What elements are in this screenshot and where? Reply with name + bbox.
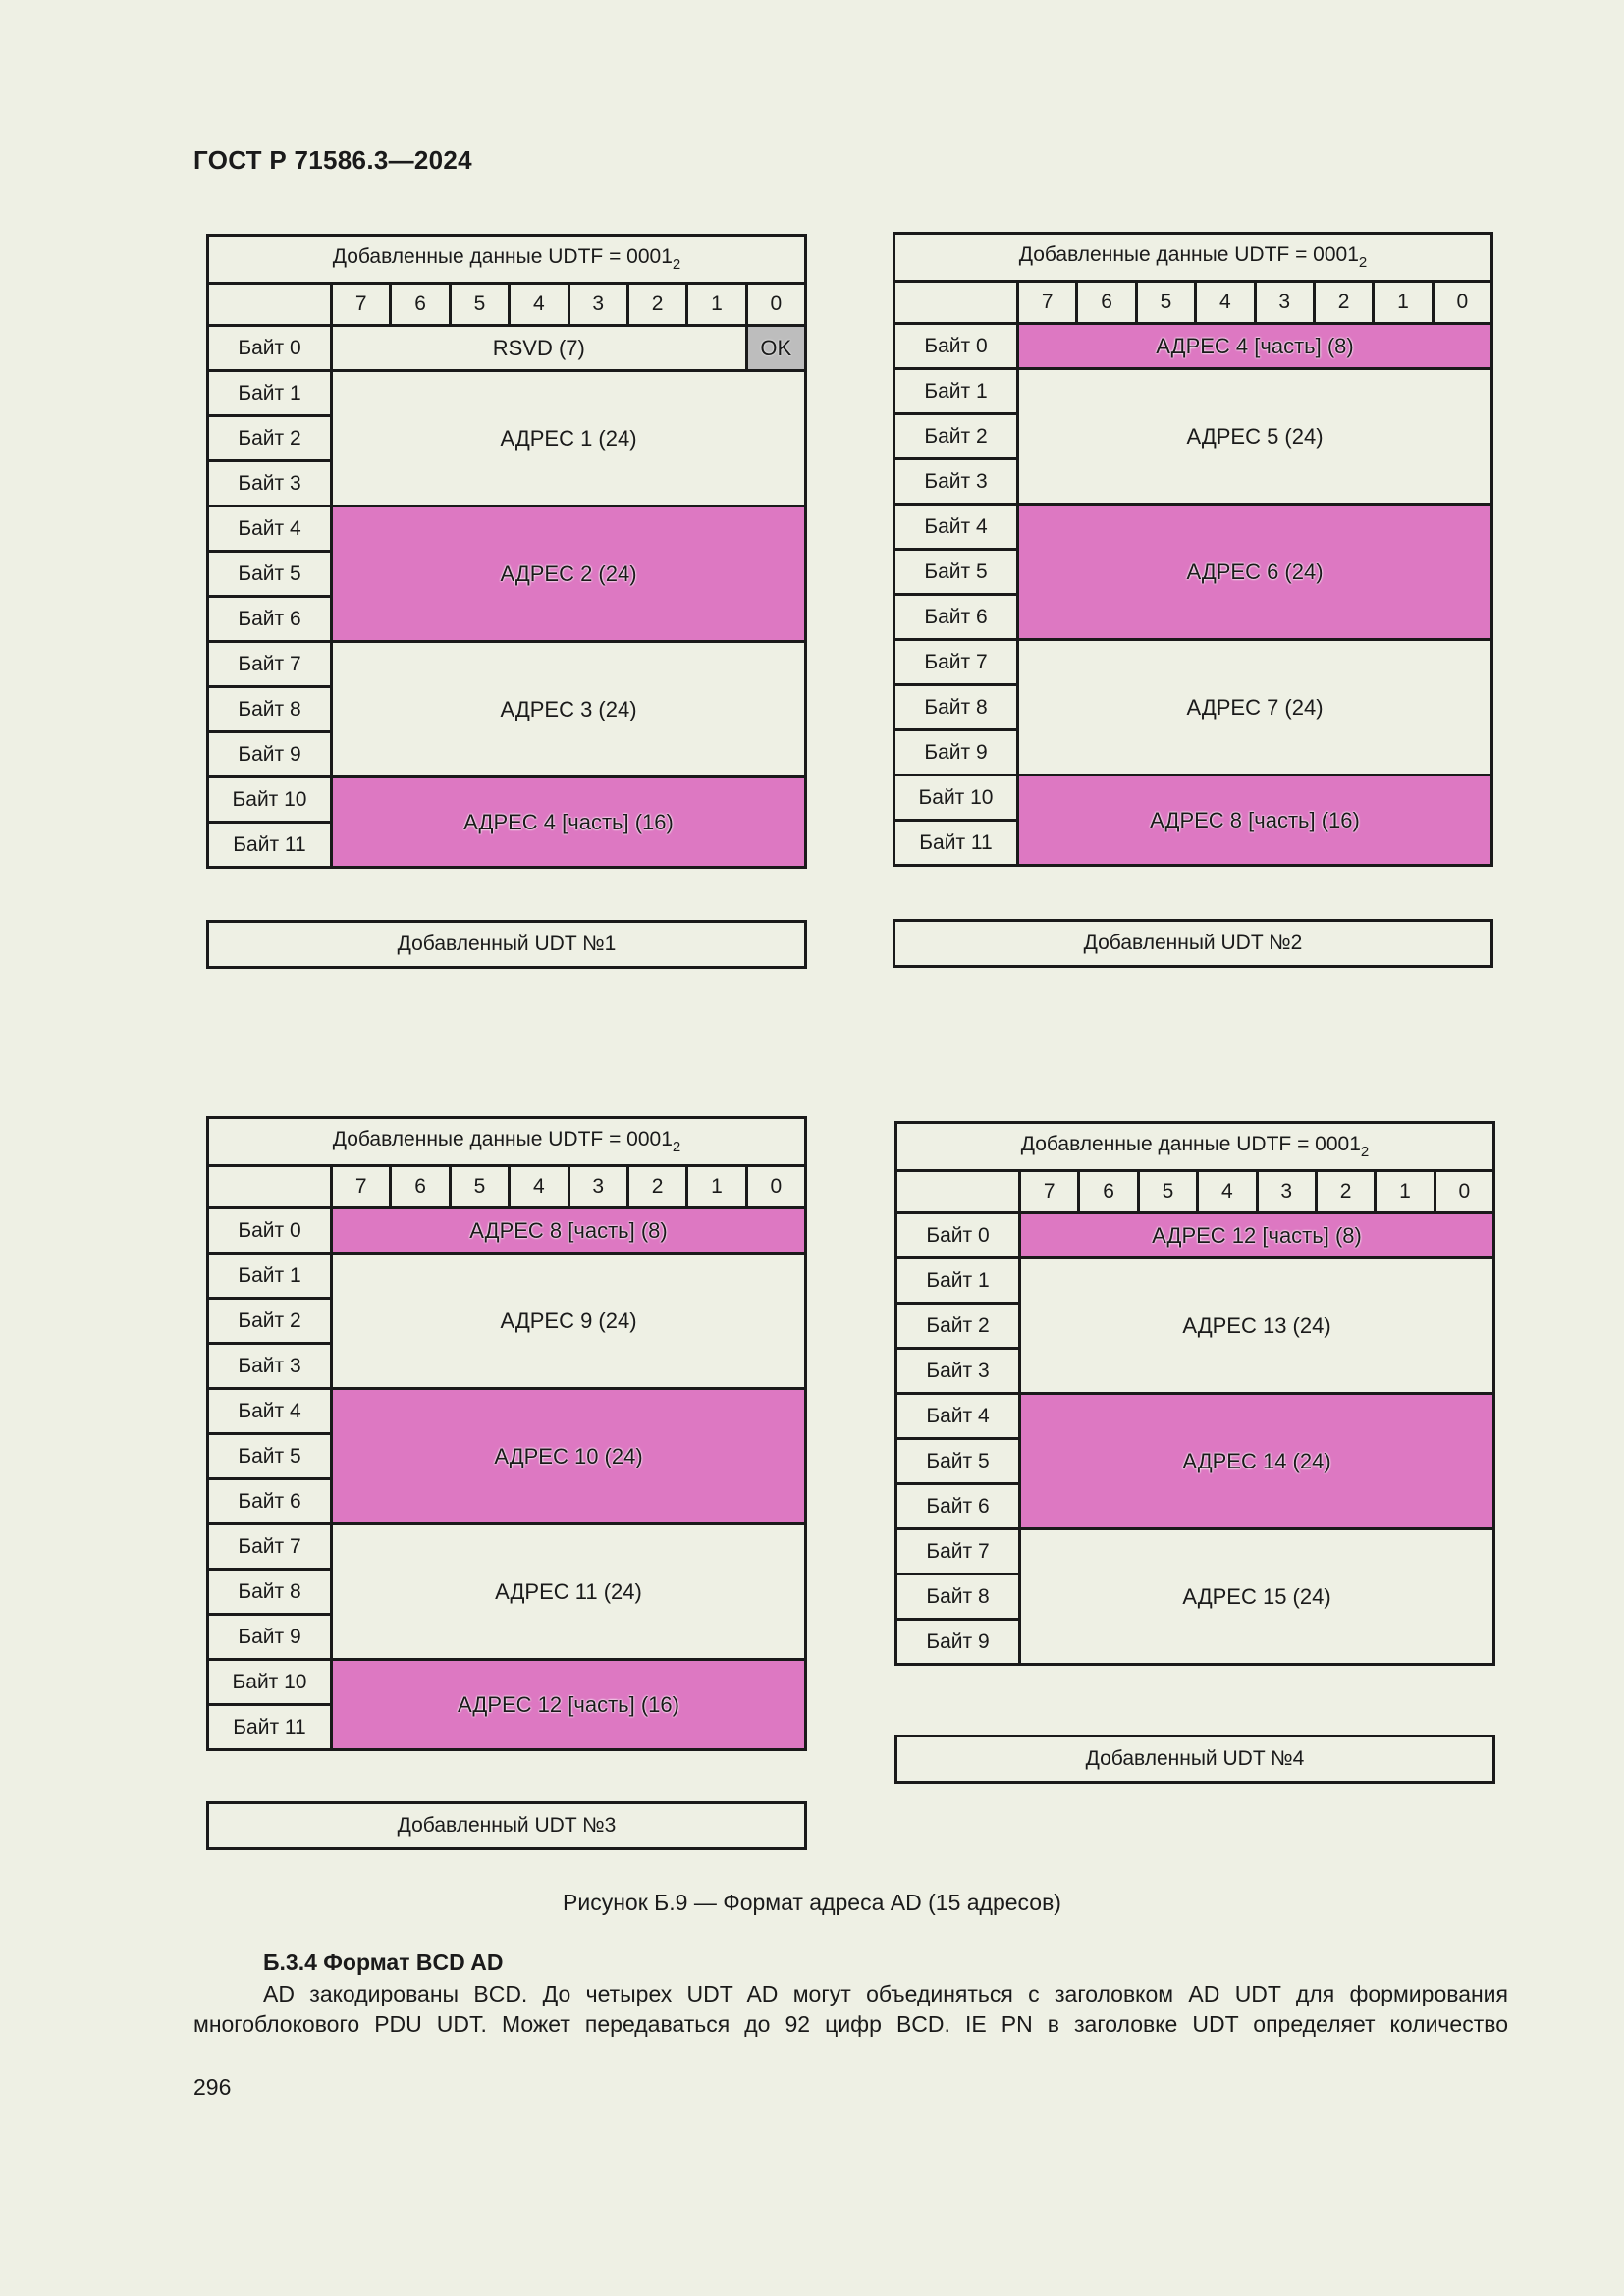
byte-label: Байт 9 <box>896 1620 1020 1665</box>
udt-diagram-3 <box>206 1116 807 1751</box>
field-address: АДРЕС 12 [часть] (8) <box>1020 1213 1494 1258</box>
field-address: АДРЕС 6 (24) <box>1018 505 1492 640</box>
corner-cell <box>896 1171 1020 1213</box>
bit-header: 3 <box>568 1166 627 1208</box>
field-address: АДРЕС 8 [часть] (8) <box>332 1208 806 1254</box>
byte-label: Байт 5 <box>894 550 1018 595</box>
byte-label: Байт 11 <box>208 823 332 868</box>
byte-label: Байт 10 <box>208 777 332 823</box>
field-address: АДРЕС 4 [часть] (8) <box>1018 324 1492 369</box>
byte-label: Байт 10 <box>894 775 1018 821</box>
byte-label: Байт 0 <box>208 1208 332 1254</box>
bit-header: 3 <box>1255 282 1314 324</box>
byte-label: Байт 4 <box>894 505 1018 550</box>
corner-cell <box>208 1166 332 1208</box>
byte-label: Байт 8 <box>208 687 332 732</box>
page-number: 296 <box>193 2074 232 2100</box>
field-address: АДРЕС 1 (24) <box>332 371 806 507</box>
byte-label: Байт 8 <box>896 1575 1020 1620</box>
byte-label: Байт 3 <box>894 459 1018 505</box>
byte-label: Байт 5 <box>208 552 332 597</box>
bit-header: 2 <box>1314 282 1373 324</box>
corner-cell <box>208 284 332 326</box>
field-address: АДРЕС 10 (24) <box>332 1389 806 1524</box>
bit-header: 7 <box>1018 282 1077 324</box>
figure-caption: Рисунок Б.9 — Формат адреса AD (15 адресов) <box>563 1890 1061 1915</box>
byte-label: Байт 7 <box>208 642 332 687</box>
field-address: АДРЕС 12 [часть] (16) <box>332 1660 806 1750</box>
byte-label: Байт 5 <box>208 1434 332 1479</box>
byte-label: Байт 1 <box>896 1258 1020 1304</box>
bit-header: 6 <box>391 1166 450 1208</box>
byte-label: Байт 4 <box>208 507 332 552</box>
bit-header: 1 <box>1376 1171 1435 1213</box>
udt-caption: Добавленный UDT №3 <box>206 1801 807 1850</box>
byte-label: Байт 1 <box>894 369 1018 414</box>
field-address: АДРЕС 5 (24) <box>1018 369 1492 505</box>
bit-header: 7 <box>332 1166 391 1208</box>
udt-caption: Добавленный UDT №1 <box>206 920 807 969</box>
byte-label: Байт 4 <box>896 1394 1020 1439</box>
byte-label: Байт 11 <box>894 821 1018 866</box>
byte-label: Байт 2 <box>896 1304 1020 1349</box>
bit-header: 6 <box>1077 282 1136 324</box>
bit-header: 5 <box>450 1166 509 1208</box>
paragraph-line: AD закодированы BCD. До четырех UDT AD могут объединяться с заголовком AD UDT для формирования <box>263 1981 1508 2006</box>
bit-header: 3 <box>568 284 627 326</box>
byte-label: Байт 0 <box>208 326 332 371</box>
byte-label: Байт 3 <box>208 1344 332 1389</box>
byte-label: Байт 8 <box>894 685 1018 730</box>
field-ok: OK <box>746 326 805 371</box>
udt-caption: Добавленный UDT №2 <box>893 919 1493 968</box>
bit-header: 7 <box>332 284 391 326</box>
byte-layout-table <box>894 1121 1495 1666</box>
byte-label: Байт 2 <box>208 416 332 461</box>
byte-label: Байт 6 <box>894 595 1018 640</box>
byte-layout-table <box>893 232 1493 867</box>
byte-layout-table <box>206 1116 807 1751</box>
byte-label: Байт 0 <box>894 324 1018 369</box>
byte-label: Байт 7 <box>208 1524 332 1570</box>
paragraph-line: многоблокового PDU UDT. Может передаваться до 92 цифр BCD. IE PN в заголовке UDT определяет количество <box>193 2011 1508 2037</box>
bit-header: 5 <box>450 284 509 326</box>
table-title: Добавленные данные UDTF = $0001_2$ <box>894 234 1492 282</box>
byte-label: Байт 7 <box>894 640 1018 685</box>
byte-layout-table <box>206 234 807 869</box>
byte-label: Байт 6 <box>896 1484 1020 1529</box>
field-address: АДРЕС 2 (24) <box>332 507 806 642</box>
byte-label: Байт 8 <box>208 1570 332 1615</box>
field-address: АДРЕС 8 [часть] (16) <box>1018 775 1492 866</box>
byte-label: Байт 11 <box>208 1705 332 1750</box>
byte-label: Байт 10 <box>208 1660 332 1705</box>
byte-label: Байт 0 <box>896 1213 1020 1258</box>
udt-diagram-2 <box>893 232 1493 867</box>
field-address: АДРЕС 13 (24) <box>1020 1258 1494 1394</box>
byte-label: Байт 9 <box>208 1615 332 1660</box>
bit-header: 1 <box>1374 282 1433 324</box>
bit-header: 3 <box>1257 1171 1316 1213</box>
document-header: ГОСТ Р 71586.3—2024 <box>193 145 472 175</box>
table-title: Добавленные данные UDTF = $0001_2$ <box>208 1118 806 1166</box>
bit-header: 4 <box>1196 282 1255 324</box>
byte-label: Байт 2 <box>894 414 1018 459</box>
corner-cell <box>894 282 1018 324</box>
byte-label: Байт 7 <box>896 1529 1020 1575</box>
bit-header: 0 <box>746 1166 805 1208</box>
field-address: АДРЕС 15 (24) <box>1020 1529 1494 1665</box>
byte-label: Байт 1 <box>208 1254 332 1299</box>
byte-label: Байт 1 <box>208 371 332 416</box>
byte-label: Байт 9 <box>208 732 332 777</box>
table-title: Добавленные данные UDTF = $0001_2$ <box>896 1123 1494 1171</box>
bit-header: 0 <box>1433 282 1491 324</box>
byte-label: Байт 2 <box>208 1299 332 1344</box>
bit-header: 2 <box>627 284 686 326</box>
bit-header: 0 <box>746 284 805 326</box>
byte-label: Байт 5 <box>896 1439 1020 1484</box>
bit-header: 6 <box>391 284 450 326</box>
table-title: Добавленные данные UDTF = $0001_2$ <box>208 236 806 284</box>
udt-diagram-4 <box>894 1121 1495 1666</box>
bit-header: 1 <box>687 284 746 326</box>
byte-label: Байт 6 <box>208 1479 332 1524</box>
bit-header: 4 <box>510 1166 568 1208</box>
bit-header: 4 <box>1198 1171 1257 1213</box>
field-address: АДРЕС 7 (24) <box>1018 640 1492 775</box>
bit-header: 6 <box>1079 1171 1138 1213</box>
byte-label: Байт 6 <box>208 597 332 642</box>
bit-header: 5 <box>1136 282 1195 324</box>
byte-label: Байт 9 <box>894 730 1018 775</box>
section-heading: Б.3.4 Формат BCD AD <box>263 1949 504 1975</box>
field-address: АДРЕС 9 (24) <box>332 1254 806 1389</box>
bit-header: 2 <box>1316 1171 1375 1213</box>
bit-header: 0 <box>1435 1171 1493 1213</box>
udt-diagram-1 <box>206 234 807 869</box>
field-rsvd: RSVD (7) <box>332 326 747 371</box>
field-address: АДРЕС 4 [часть] (16) <box>332 777 806 868</box>
bit-header: 2 <box>627 1166 686 1208</box>
byte-label: Байт 3 <box>896 1349 1020 1394</box>
field-address: АДРЕС 3 (24) <box>332 642 806 777</box>
bit-header: 4 <box>510 284 568 326</box>
bit-header: 7 <box>1020 1171 1079 1213</box>
byte-label: Байт 3 <box>208 461 332 507</box>
udt-caption: Добавленный UDT №4 <box>894 1735 1495 1784</box>
field-address: АДРЕС 11 (24) <box>332 1524 806 1660</box>
byte-label: Байт 4 <box>208 1389 332 1434</box>
bit-header: 1 <box>687 1166 746 1208</box>
bit-header: 5 <box>1138 1171 1197 1213</box>
field-address: АДРЕС 14 (24) <box>1020 1394 1494 1529</box>
